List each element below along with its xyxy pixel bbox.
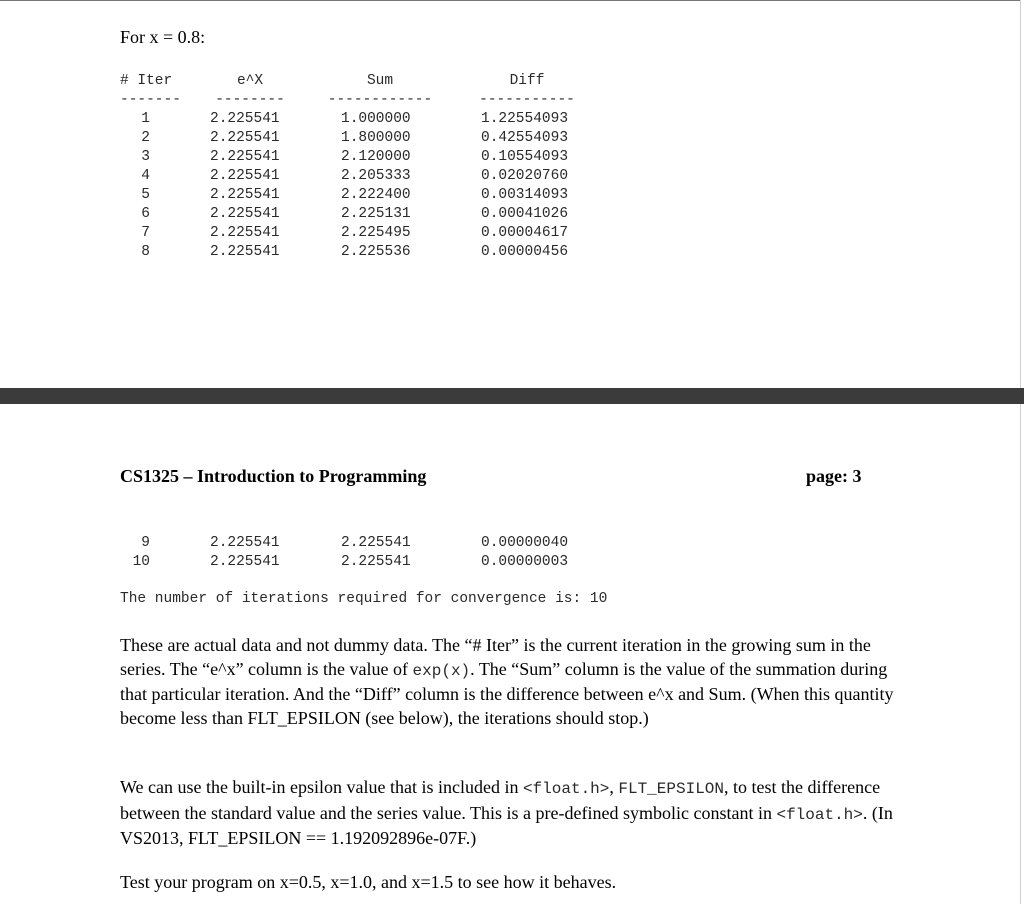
cell-sum: 2.225541 <box>341 535 411 551</box>
cell-exp: 2.225541 <box>210 187 280 203</box>
table-row <box>120 554 590 573</box>
section-heading: For x = 0.8: <box>120 27 206 47</box>
cell-iter: 10 <box>132 554 150 570</box>
cell-diff: 1.22554093 <box>481 111 569 127</box>
document-page-2 <box>0 404 1021 904</box>
explanation-paragraph <box>120 634 910 730</box>
table-row <box>120 149 590 168</box>
cell-diff: 0.10554093 <box>481 149 569 165</box>
paragraph-text: , <box>609 777 619 797</box>
separator-exp: -------- <box>215 92 285 108</box>
cell-diff: 0.42554093 <box>481 130 569 146</box>
table-row <box>120 168 590 187</box>
header-iter: # Iter <box>120 73 173 89</box>
cell-exp: 2.225541 <box>210 111 280 127</box>
cell-sum: 1.000000 <box>341 111 411 127</box>
inline-code: <float.h> <box>522 780 610 798</box>
cell-sum: 2.225541 <box>341 554 411 570</box>
separator-diff: ----------- <box>479 92 575 108</box>
inline-code: FLT_EPSILON <box>618 780 724 798</box>
epsilon-paragraph <box>120 776 910 851</box>
cell-iter: 9 <box>141 535 150 551</box>
cell-exp: 2.225541 <box>210 244 280 260</box>
test-instruction: Test your program on x=0.5, x=1.0, and x=1.5 to see how it behaves. <box>120 872 617 892</box>
header-exp: e^X <box>236 73 264 89</box>
table-row <box>120 187 590 206</box>
cell-sum: 1.800000 <box>341 130 411 146</box>
paragraph-text: . The “Sum” column is the value of the summation during that particular iteration. And the “Diff” column is the difference between e^x and Sum. (When this quantity become less than FLT_EPSILON (see below), the iterations should stop.) <box>120 658 894 728</box>
table-row <box>120 225 590 244</box>
cell-sum: 2.222400 <box>341 187 411 203</box>
cell-iter: 2 <box>141 130 150 146</box>
table-separator-row <box>120 92 590 111</box>
cell-iter: 5 <box>141 187 150 203</box>
page-separator <box>0 388 1024 404</box>
paragraph-text: . (In VS2013, FLT_EPSILON == 1.192092896e-07F.) <box>120 802 893 848</box>
cell-iter: 4 <box>141 168 150 184</box>
header-sum: Sum <box>366 73 394 89</box>
separator-sum: ------------ <box>327 92 433 108</box>
cell-sum: 2.225536 <box>341 244 411 260</box>
paragraph-text: We can use the built-in epsilon value that is included in <box>120 777 523 797</box>
cell-exp: 2.225541 <box>210 130 280 146</box>
table-row <box>120 206 590 225</box>
inline-code: exp(x) <box>412 661 471 680</box>
inline-code: <float.h> <box>776 805 863 824</box>
cell-iter: 1 <box>141 111 150 127</box>
cell-diff: 0.00000456 <box>481 244 569 260</box>
cell-exp: 2.225541 <box>210 149 280 165</box>
cell-sum: 2.120000 <box>341 149 411 165</box>
cell-exp: 2.225541 <box>210 168 280 184</box>
cell-exp: 2.225541 <box>210 206 280 222</box>
table-row <box>120 535 590 554</box>
cell-diff: 0.00000040 <box>481 535 569 551</box>
page-edge <box>0 0 1020 1</box>
cell-diff: 0.00004617 <box>481 225 569 241</box>
cell-diff: 0.00000003 <box>481 554 569 570</box>
cell-sum: 2.225495 <box>341 225 411 241</box>
paragraph-text: These are actual data and not dummy data. The “# Iter” is the current iteration in the growing sum in the series. The “e^x” column is the value of <box>120 635 871 679</box>
course-title: CS1325 – Introduction to Programming <box>120 466 427 486</box>
paragraph-text: , to test the difference between the standard value and the series value. This is a pre-defined symbolic constant in <box>120 777 881 823</box>
page-number: page: 3 <box>806 466 862 486</box>
cell-exp: 2.225541 <box>210 535 280 551</box>
cell-exp: 2.225541 <box>210 225 280 241</box>
cell-iter: 7 <box>141 225 150 241</box>
cell-iter: 3 <box>141 149 150 165</box>
cell-iter: 8 <box>141 244 150 260</box>
table-row <box>120 111 590 130</box>
cell-exp: 2.225541 <box>210 554 280 570</box>
cell-diff: 0.02020760 <box>481 168 569 184</box>
table-header-row <box>120 73 590 92</box>
cell-diff: 0.00041026 <box>481 206 569 222</box>
cell-sum: 2.205333 <box>341 168 411 184</box>
table-row <box>120 244 590 263</box>
header-diff: Diff <box>509 73 545 89</box>
table-row <box>120 130 590 149</box>
cell-iter: 6 <box>141 206 150 222</box>
cell-sum: 2.225131 <box>341 206 411 222</box>
separator-iter: ------- <box>120 92 181 108</box>
convergence-output: The number of iterations required for convergence is: 10 <box>120 591 608 607</box>
document-page-1 <box>0 0 1021 388</box>
cell-diff: 0.00314093 <box>481 187 569 203</box>
